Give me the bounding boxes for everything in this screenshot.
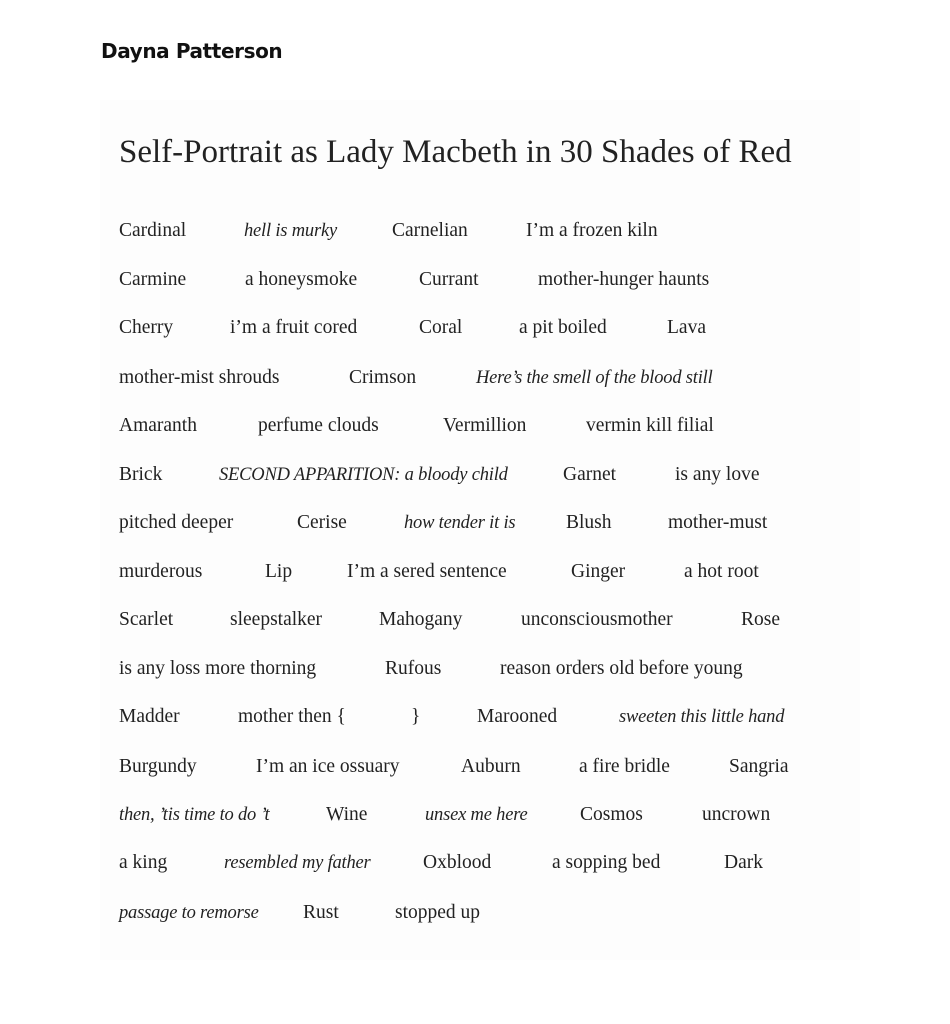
poem-phrase: Lava — [667, 317, 706, 338]
poem-line — [0, 753, 950, 781]
poem-phrase: Rust — [303, 902, 339, 923]
poem-phrase: Cherry — [119, 317, 174, 338]
poem-phrase: Blush — [566, 512, 612, 533]
poem-phrase: Auburn — [461, 756, 521, 777]
poem-phrase: I’m a frozen kiln — [526, 220, 658, 241]
poem-phrase: mother then { — [238, 706, 346, 727]
poem-phrase: a hot root — [684, 561, 759, 582]
poem-line — [0, 412, 950, 440]
poem-line — [0, 849, 950, 877]
poem-phrase: Dark — [724, 852, 763, 873]
poem-phrase: Cardinal — [119, 220, 187, 241]
poem-phrase: Vermillion — [443, 415, 527, 436]
poem-phrase: Rose — [741, 609, 780, 630]
poem-line — [0, 461, 950, 489]
poem-phrase: resembled my father — [224, 853, 371, 873]
poem-phrase: sleepstalker — [230, 609, 323, 630]
poem-phrase: Mahogany — [379, 609, 463, 630]
poem-phrase: Marooned — [477, 706, 558, 727]
poem-phrase: Oxblood — [423, 852, 492, 873]
poem-phrase: uncrown — [702, 804, 771, 825]
poem-line — [0, 655, 950, 683]
poem-phrase: Brick — [119, 464, 163, 485]
poem-phrase: mother-hunger haunts — [538, 269, 710, 290]
poem-phrase: mother-must — [668, 512, 768, 533]
poem-phrase: unsex me here — [425, 805, 528, 825]
poem-line — [0, 266, 950, 294]
poem-phrase: sweeten this little hand — [619, 707, 785, 727]
poem-line — [0, 217, 950, 245]
poem-phrase: a pit boiled — [519, 317, 607, 338]
poem-phrase: murderous — [119, 561, 203, 582]
poem-phrase: Cosmos — [580, 804, 643, 825]
poem-phrase: i’m a fruit cored — [230, 317, 358, 338]
poem-phrase: pitched deeper — [119, 512, 234, 533]
poem-phrase: I’m an ice ossuary — [256, 756, 400, 777]
poem-phrase: Scarlet — [119, 609, 174, 630]
poem-phrase: reason orders old before young — [500, 658, 743, 679]
poem-phrase: Sangria — [729, 756, 789, 777]
poem-phrase: is any loss more thorning — [119, 658, 317, 679]
poem-title: Self-Portrait as Lady Macbeth in 30 Shades of Red — [119, 134, 792, 170]
poem-phrase: Wine — [326, 804, 368, 825]
poem-phrase: unconsciousmother — [521, 609, 673, 630]
poem-phrase: Rufous — [385, 658, 442, 679]
poem-phrase: is any love — [675, 464, 760, 485]
poem-line — [0, 703, 950, 731]
poem-phrase: then, ’tis time to do ’t — [119, 805, 270, 825]
poem-phrase: Carmine — [119, 269, 187, 290]
poem-phrase: mother-mist shrouds — [119, 367, 280, 388]
poem-line — [0, 364, 950, 392]
poem-line — [0, 314, 950, 342]
poem-line — [0, 606, 950, 634]
poem-phrase: Currant — [419, 269, 479, 290]
poem-phrase: SECOND APPARITION: a bloody child — [219, 465, 508, 485]
poem-phrase: a fire bridle — [579, 756, 670, 777]
poem-phrase: Ginger — [571, 561, 626, 582]
poem-phrase: Burgundy — [119, 756, 197, 777]
poem-line — [0, 509, 950, 537]
poem-phrase: a king — [119, 852, 168, 873]
poem-phrase: a honeysmoke — [245, 269, 358, 290]
poem-phrase: } — [411, 706, 421, 727]
poem-line — [0, 558, 950, 586]
poem-phrase: passage to remorse — [119, 903, 259, 923]
poem-phrase: how tender it is — [404, 513, 516, 533]
poem-phrase: Carnelian — [392, 220, 468, 241]
poem-phrase: a sopping bed — [552, 852, 661, 873]
poem-line — [0, 801, 950, 829]
poem-phrase: Amaranth — [119, 415, 197, 436]
poem-phrase: Garnet — [563, 464, 617, 485]
poem-line — [0, 899, 950, 927]
poem-phrase: stopped up — [395, 902, 481, 923]
poem-phrase: Lip — [265, 561, 293, 582]
poem-phrase: I’m a sered sentence — [347, 561, 507, 582]
poem-phrase: Cerise — [297, 512, 347, 533]
poem-phrase: perfume clouds — [258, 415, 379, 436]
author-name: Dayna Patterson — [101, 39, 283, 63]
poem-phrase: vermin kill filial — [586, 415, 714, 436]
poem-phrase: Crimson — [349, 367, 417, 388]
poem-phrase: Madder — [119, 706, 180, 727]
poem-phrase: Here’s the smell of the blood still — [476, 368, 713, 388]
poem-phrase: hell is murky — [244, 221, 337, 241]
poem-phrase: Coral — [419, 317, 463, 338]
